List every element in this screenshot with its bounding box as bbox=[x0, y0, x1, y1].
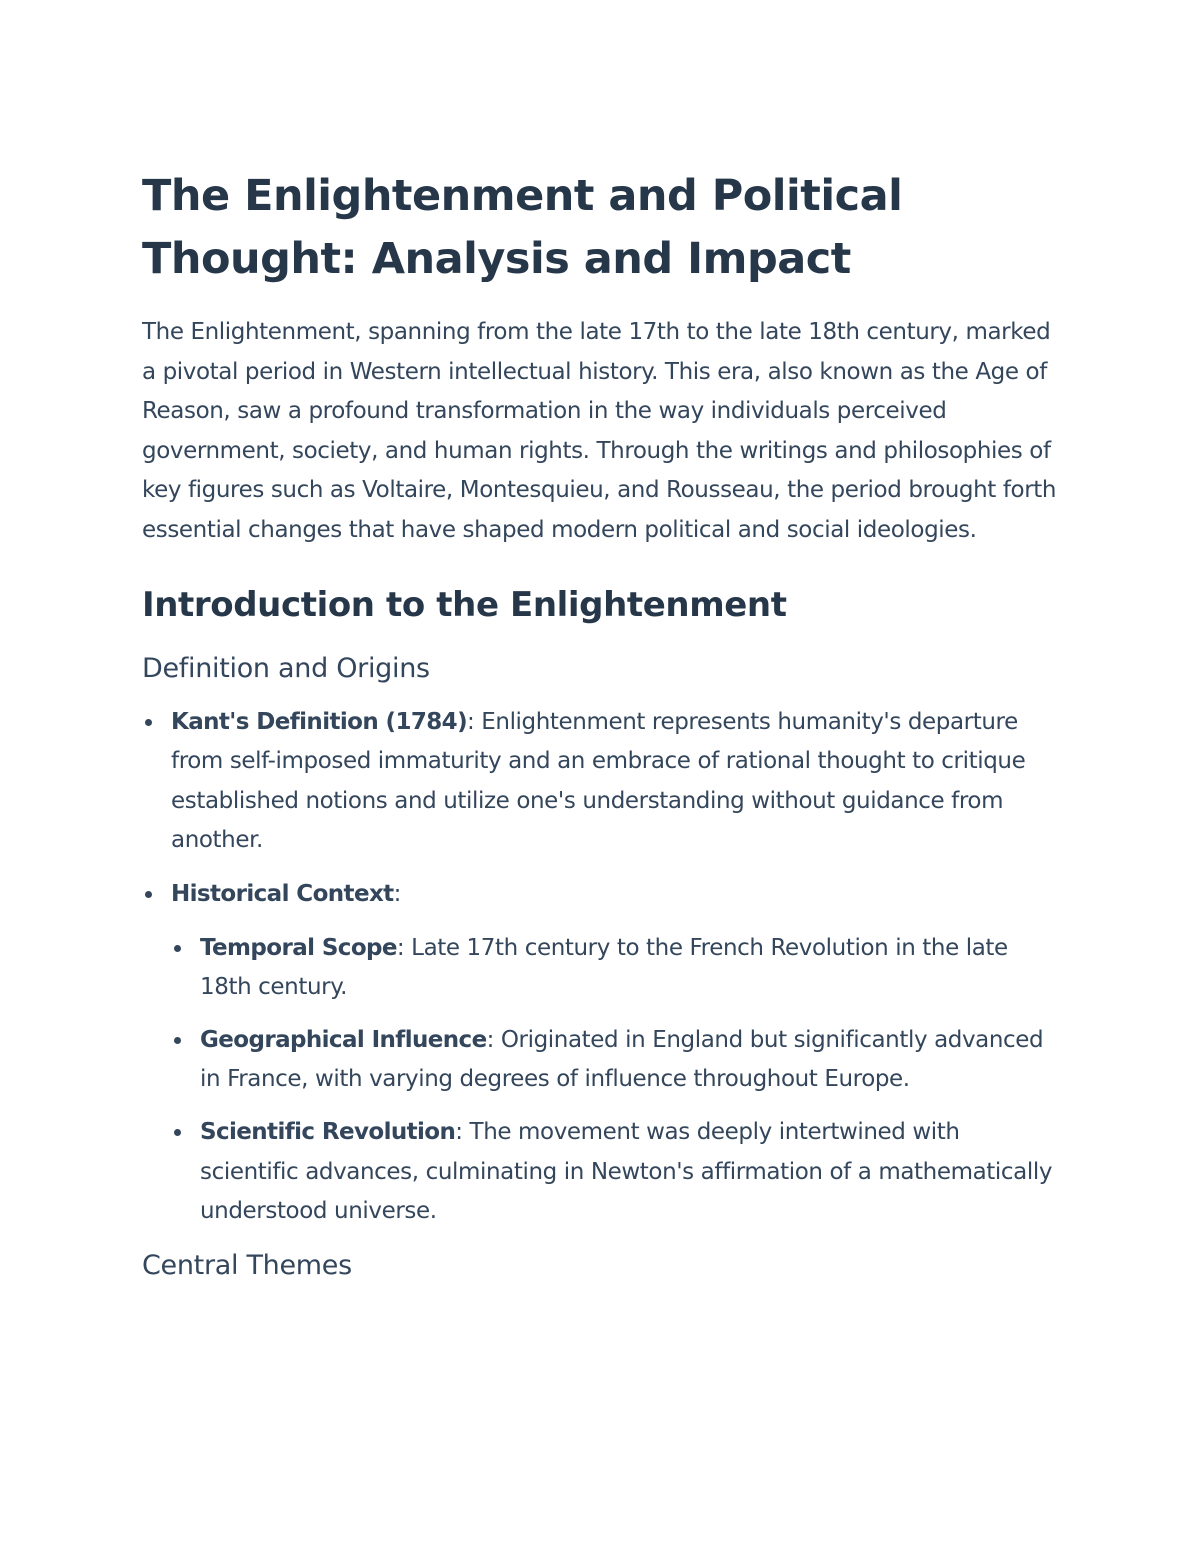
list-item-text: : Enlightenment represents humanity's departure from self-imposed immaturity and an embrace of rational thought to critique established notions and utilize one's understanding without guidance from another. bbox=[171, 708, 1026, 854]
list-item-term: Kant's Definition (1784) bbox=[171, 708, 467, 735]
section-heading-introduction: Introduction to the Enlightenment bbox=[142, 584, 787, 625]
subsection-heading-definition: Definition and Origins bbox=[142, 652, 430, 684]
bullet-icon bbox=[145, 719, 152, 726]
bullet-icon bbox=[174, 1129, 181, 1136]
list-item-historical-context bbox=[142, 875, 1062, 1232]
bullet-icon bbox=[145, 891, 152, 898]
list-item-geographical-influence bbox=[171, 1021, 1062, 1100]
list-item-temporal-scope bbox=[171, 929, 1062, 1008]
list-item-term: Geographical Influence bbox=[200, 1026, 487, 1053]
list-item-term: Scientific Revolution bbox=[200, 1118, 456, 1145]
list-item-text: : Originated in England but significantly advanced in France, with varying degrees of influence throughout Europe. bbox=[200, 1026, 1044, 1093]
document-page bbox=[142, 165, 1062, 1286]
list-item-scientific-revolution bbox=[171, 1113, 1062, 1232]
list-item-term: Historical Context bbox=[171, 880, 394, 907]
nested-list bbox=[171, 929, 1062, 1232]
subsection-heading-central-themes: Central Themes bbox=[142, 1249, 352, 1281]
list-item-text: : The movement was deeply intertwined with scientific advances, culminating in Newton's affirmation of a mathematically understood universe. bbox=[200, 1118, 1053, 1225]
bullet-icon bbox=[174, 945, 181, 952]
list-item-kant bbox=[142, 703, 1062, 861]
list-item-text: : Late 17th century to the French Revolution in the late 18th century. bbox=[200, 934, 1008, 1001]
document-title: The Enlightenment and Political Thought: Analysis and Impact bbox=[142, 171, 903, 284]
definition-list bbox=[142, 703, 1062, 1232]
intro-paragraph: The Enlightenment, spanning from the late 17th to the late 18th century, marked a pivotal period in Western intellectual history. This era, also known as the Age of Reason, saw a profound transformation in the way individuals perceived government, society, and human rights. Through the writings and philosophies of key figures such as Voltaire, Montesquieu, and Rousseau, the period brought forth essential changes that have shaped modern political and social ideologies. bbox=[142, 319, 1057, 543]
bullet-icon bbox=[174, 1037, 181, 1044]
list-item-term: Temporal Scope bbox=[200, 934, 397, 961]
list-item-text: : bbox=[393, 880, 401, 907]
